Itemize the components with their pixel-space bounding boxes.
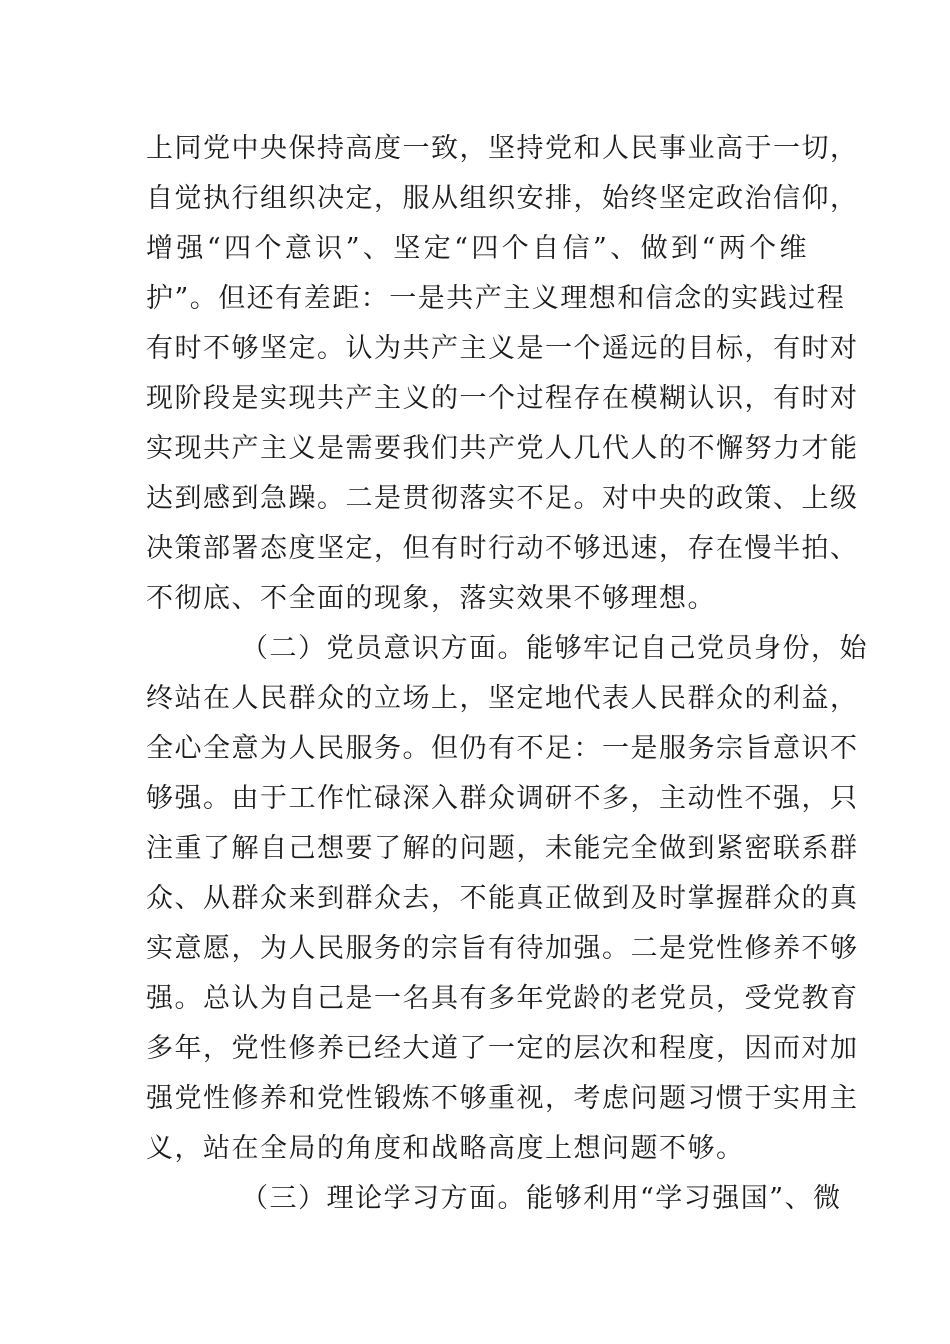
text-line: 注重了解自己想要了解的问题，未能完全做到紧密联系群 bbox=[146, 833, 859, 864]
text-line: 义，站在全局的角度和战略高度上想问题不够。 bbox=[146, 1133, 745, 1164]
text-line: 达到感到急躁。二是贯彻落实不足。对中央的政策、上级 bbox=[146, 483, 859, 514]
text-line: 强。总认为自己是一名具有多年党龄的老党员，受党教育 bbox=[146, 983, 859, 1014]
section-heading-line: （三）理论学习方面。能够利用“学习强国”、微 bbox=[241, 1183, 842, 1214]
text-line: 全心全意为人民服务。但仍有不足：一是服务宗旨意识不 bbox=[146, 733, 859, 764]
text-line: 实现共产主义是需要我们共产党人几代人的不懈努力才能 bbox=[146, 433, 859, 464]
text-line: 不彻底、不全面的现象，落实效果不够理想。 bbox=[146, 583, 716, 614]
text-line: 多年，党性修养已经大道了一定的层次和程度，因而对加 bbox=[146, 1033, 859, 1064]
text-line: 终站在人民群众的立场上，坚定地代表人民群众的利益， bbox=[146, 683, 859, 714]
section-heading-line: （二）党员意识方面。能够牢记自己党员身份，始 bbox=[241, 633, 868, 664]
body-text bbox=[146, 124, 868, 1224]
text-line: 护”。但还有差距：一是共产主义理想和信念的实践过程 bbox=[146, 283, 846, 314]
text-line: 实意愿，为人民服务的宗旨有待加强。二是党性修养不够 bbox=[146, 933, 859, 964]
text-line: 强党性修养和党性锻炼不够重视，考虑问题习惯于实用主 bbox=[146, 1083, 859, 1114]
text-line: 上同党中央保持高度一致，坚持党和人民事业高于一切， bbox=[146, 133, 859, 164]
text-line: 现阶段是实现共产主义的一个过程存在模糊认识，有时对 bbox=[146, 383, 859, 414]
text-line: 够强。由于工作忙碌深入群众调研不多，主动性不强，只 bbox=[146, 783, 859, 814]
text-line: 众、从群众来到群众去，不能真正做到及时掌握群众的真 bbox=[146, 883, 859, 914]
text-line: 决策部署态度坚定，但有时行动不够迅速，存在慢半拍、 bbox=[146, 533, 859, 564]
text-line: 有时不够坚定。认为共产主义是一个遥远的目标，有时对 bbox=[146, 333, 859, 364]
text-line: 自觉执行组织决定，服从组织安排，始终坚定政治信仰， bbox=[146, 183, 859, 214]
text-line: 增强“四个意识”、坚定“四个自信”、做到“两个维 bbox=[146, 233, 808, 264]
